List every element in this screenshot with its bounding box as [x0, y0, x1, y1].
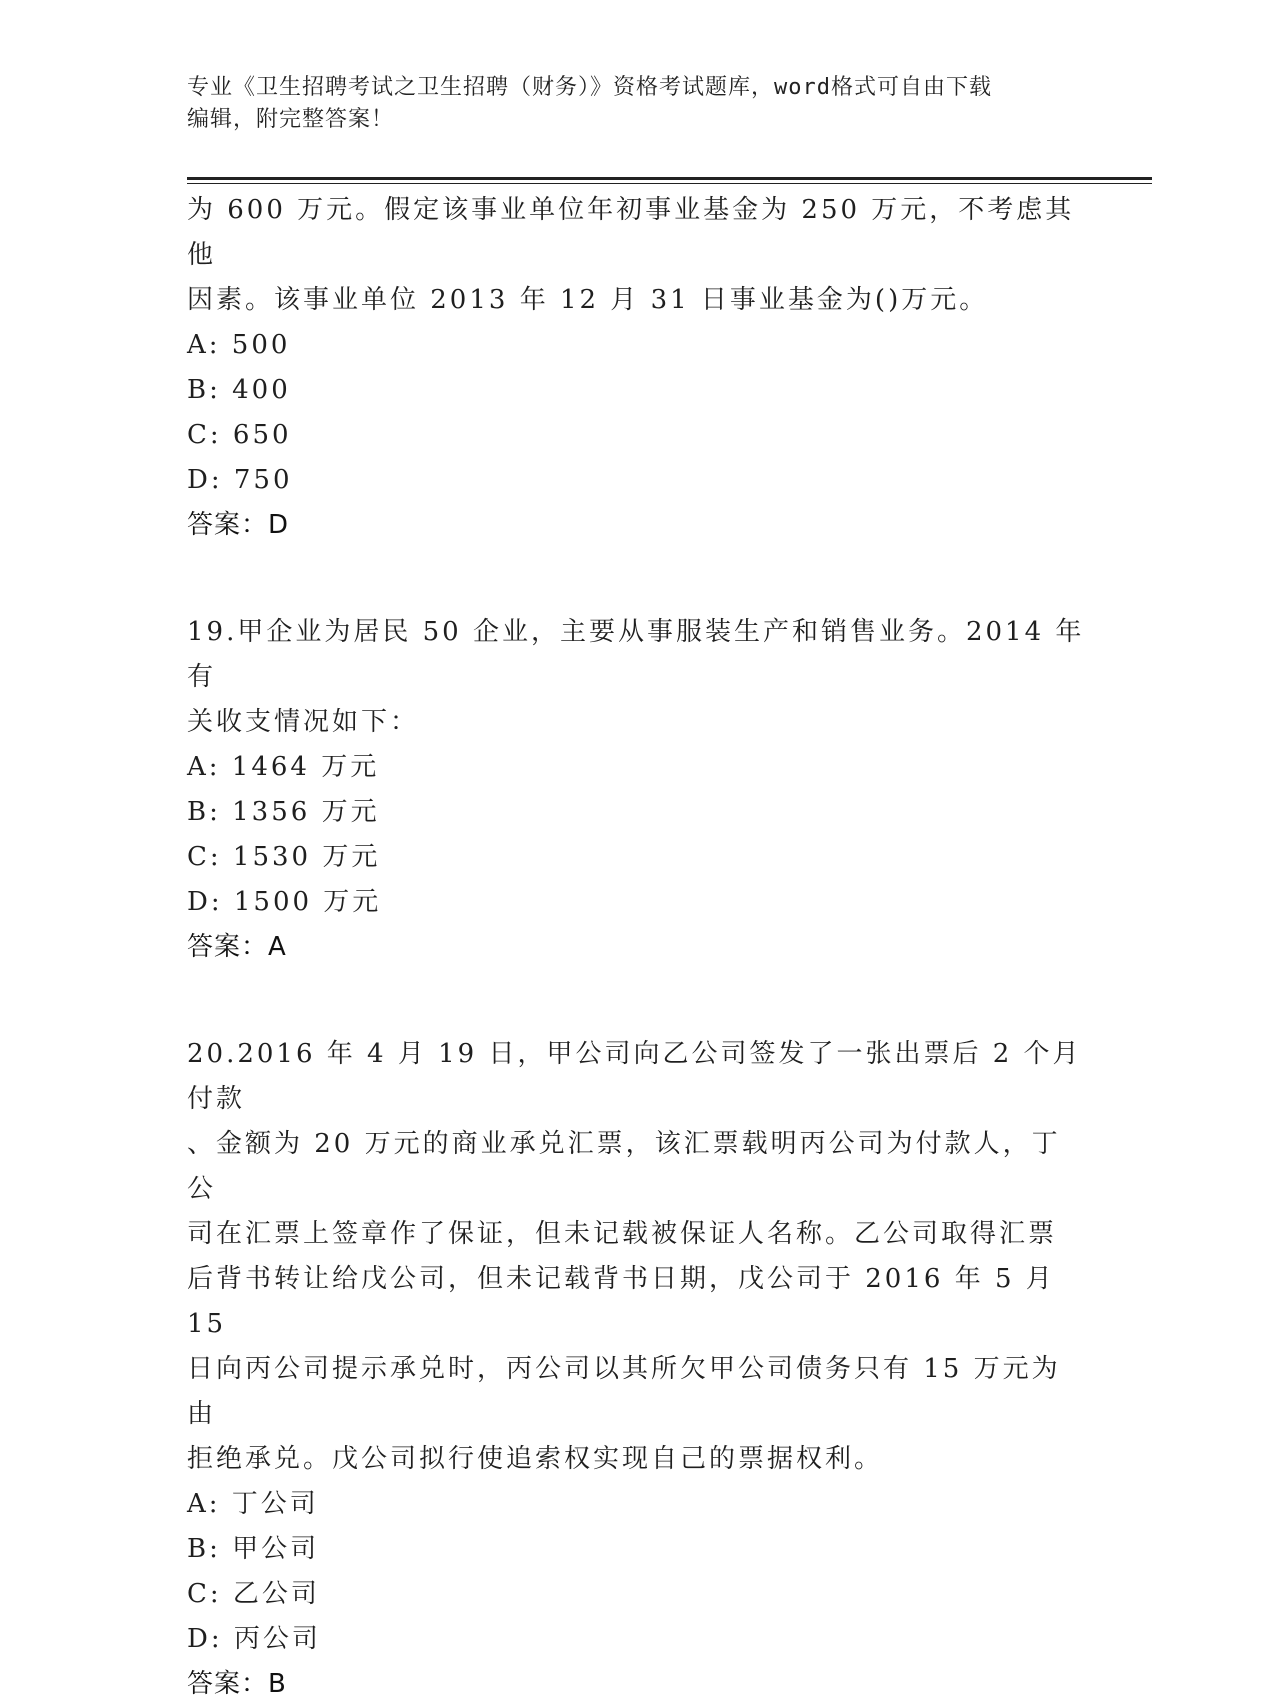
question-stem-line: 因素。该事业单位 2013 年 12 月 31 日事业基金为()万元。 — [187, 285, 989, 315]
question-stem-line: 、金额为 20 万元的商业承兑汇票，该汇票载明丙公司为付款人，丁公 — [187, 1129, 1061, 1204]
header-line: 专业《卫生招聘考试之卫生招聘（财务）》资格考试题库，word格式可自由下载 — [187, 75, 992, 100]
question-spacer — [187, 970, 1087, 1032]
question-stem-line: 日向丙公司提示承兑时，丙公司以其所欠甲公司债务只有 15 万元为由 — [187, 1354, 1061, 1429]
option-b: B: 甲公司 — [187, 1534, 320, 1564]
option-d: D: 丙公司 — [187, 1624, 321, 1654]
document-header — [187, 72, 1087, 136]
option-d: D: 1500 万元 — [187, 887, 382, 917]
question-stem-line: 为 600 万元。假定该事业单位年初事业基金为 250 万元，不考虑其他 — [187, 195, 1075, 270]
option-b: B: 400 — [187, 375, 291, 405]
answer-line: 答案：A — [187, 932, 287, 962]
question-stem-line: 20.2016 年 4 月 19 日，甲公司向乙公司签发了一张出票后 2 个月付款 — [187, 1039, 1082, 1114]
question-stem-line: 19.甲企业为居民 50 企业，主要从事服装生产和销售业务。2014 年有 — [187, 617, 1085, 692]
option-c: C: 乙公司 — [187, 1579, 320, 1609]
question-spacer — [187, 548, 1087, 610]
answer-line: 答案：D — [187, 510, 290, 540]
option-c: C: 650 — [187, 420, 292, 450]
question-stem-line: 关收支情况如下： — [187, 707, 420, 737]
option-a: A: 500 — [187, 330, 291, 360]
header-divider-thin — [187, 183, 1152, 184]
question-block — [187, 1032, 1087, 1707]
option-b: B: 1356 万元 — [187, 797, 380, 827]
option-c: C: 1530 万元 — [187, 842, 381, 872]
option-a: A: 1464 万元 — [187, 752, 380, 782]
question-list — [187, 188, 1087, 1707]
header-divider-thick — [187, 177, 1152, 180]
answer-line: 答案：B — [187, 1669, 287, 1699]
option-a: A: 丁公司 — [187, 1489, 319, 1519]
header-line: 编辑，附完整答案！ — [187, 107, 395, 132]
question-stem-line: 拒绝承兑。戊公司拟行使追索权实现自己的票据权利。 — [187, 1444, 884, 1474]
question-block — [187, 610, 1087, 970]
question-stem-line: 后背书转让给戊公司，但未记载背书日期，戊公司于 2016 年 5 月 15 — [187, 1264, 1055, 1339]
question-block — [187, 188, 1087, 548]
option-d: D: 750 — [187, 465, 293, 495]
question-stem-line: 司在汇票上签章作了保证，但未记载被保证人名称。乙公司取得汇票 — [187, 1219, 1058, 1249]
